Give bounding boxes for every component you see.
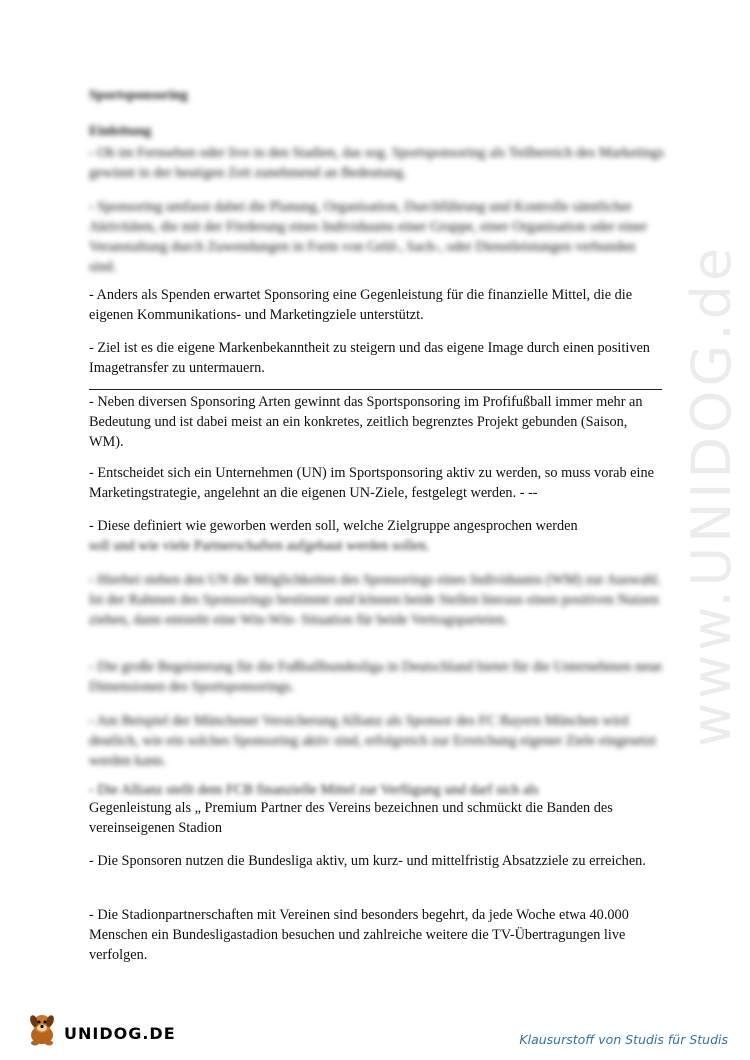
- paragraph: Gegenleistung als „ Premium Partner des Vereins bezeichnen und schmückt die Banden des vereinseigenen Stadion: [89, 800, 613, 836]
- paragraph: - Am Beispiel der Münchener Versicherung Allianz als Sponsor des FC Bayern München wird deutlich, wie ein solches Sponsoring aktiv sind, erfolgreich zur Erreichung eigener Ziele eingesetzt werden kann.: [89, 713, 656, 769]
- footer-brand[interactable]: UNIDOG.DE: [64, 1023, 176, 1043]
- paragraph: soll und wie viele Partnerschaften aufgebaut werden sollen.: [89, 538, 430, 554]
- paragraph: - Entscheidet sich ein Unternehmen (UN) im Sportsponsoring aktiv zu werden, so muss vorab eine Marketingstrategie, angelehnt an die eigenen UN-Ziele, festgelegt werden. - --: [89, 465, 654, 501]
- paragraph: - Anders als Spenden erwartet Sponsoring eine Gegenleistung für die finanzielle Mittel, die die eigenen Kommunikations- und Marketingziele unterstützt.: [89, 287, 633, 323]
- paragraph: - Hierbei stehen den UN die Möglichkeiten des Sponsorings eines Individuums (WM) zur Auswahl. Ist der Rahmen des Sponsorings bestimmt und können beide Stellen hieraus einen positiven Nutzen ziehen, dann entsteht eine Win-Win- Situation für beide Vertragsparteien.: [89, 572, 661, 628]
- paragraph: - Neben diversen Sponsoring Arten gewinnt das Sportsponsoring im Profifußball immer mehr an Bedeutung und ist dabei meist an ein konkretes, zeitlich begrenztes Projekt gebunden (Saison, WM).: [89, 394, 643, 450]
- paragraph: - Die Sponsoren nutzen die Bundesliga aktiv, um kurz- und mittelfristig Absatzziele zu erreichen.: [89, 853, 646, 869]
- paragraph: - Ziel ist es die eigene Markenbekanntheit zu steigern und das eigene Image durch einen positiven Imagetransfer zu untermauern.: [89, 340, 650, 376]
- paragraph: - Die große Begeisterung für die Fußballbundesliga in Deutschland bietet für die Unternehmen neue Dimensionen des Sportsponsorings.: [89, 659, 662, 695]
- footer-tagline: Klausurstoff von Studis für Studis: [519, 1032, 728, 1047]
- divider-line: [89, 389, 662, 390]
- watermark-text: www.UNIDOG.de: [680, 243, 744, 747]
- dog-mascot-icon: [22, 1008, 62, 1048]
- footer-logo: [22, 1008, 176, 1048]
- paragraph: - Die Allianz stellt dem FCB finanzielle Mittel zur Verfügung und darf sich als: [89, 782, 539, 798]
- paragraph: - Ob im Fernsehen oder live in den Stadien, das sog. Sportsponsoring als Teilbereich des Marketings gewinnt in der heutigen Zeit zunehmend an Bedeutung.: [89, 145, 664, 181]
- section-heading: Einleitung: [89, 124, 152, 139]
- paragraph: - Sponsoring umfasst dabei die Planung, Organisation, Durchführung und Kontrolle sämtlicher Aktivitäten, die mit der Förderung eines Individuums einer Gruppe, einer Organisation oder einer Veranstaltung durch Zuwendungen in Form von Geld-, Sach-, oder Dienstleistungen verbunden sind.: [89, 199, 647, 275]
- paragraph: - Die Stadionpartnerschaften mit Vereinen sind besonders begehrt, da jede Woche etwa 40.000 Menschen ein Bundesligastadion besuchen und zahlreiche weitere die TV-Übertragungen live verfolgen.: [89, 907, 629, 963]
- document-title: Sportsponsoring: [89, 88, 188, 103]
- paragraph: - Diese definiert wie geworben werden soll, welche Zielgruppe angesprochen werden: [89, 518, 578, 534]
